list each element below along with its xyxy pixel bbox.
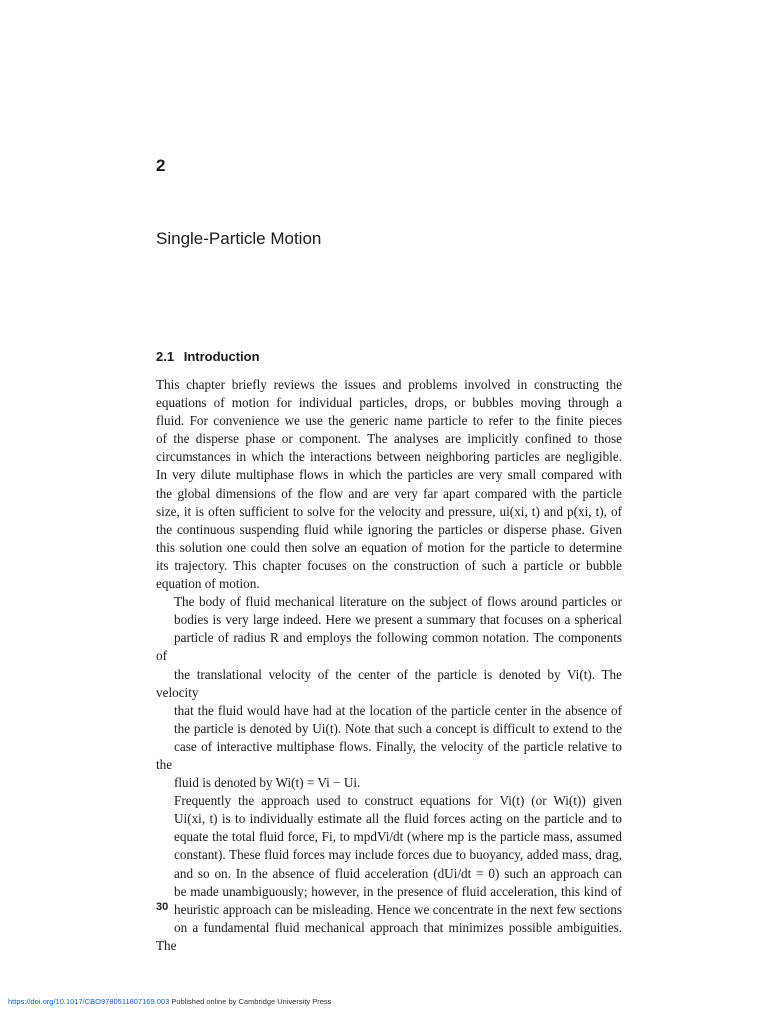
text-line: case of interactive multiphase flows. Finally, the velocity of the particle relative to the xyxy=(156,738,622,772)
text-line: the continuous suspending fluid while ignoring the particles or disperse phase. Given xyxy=(156,521,622,537)
text-line: In very dilute multiphase flows in which the particles are very small compared with xyxy=(156,467,622,483)
text-line: The body of fluid mechanical literature on the subject of flows around particles or xyxy=(174,594,622,610)
section-heading xyxy=(156,349,260,364)
text-line: the particle is denoted by Ui(t). Note that such a concept is difficult to extend to the xyxy=(174,720,622,736)
text-line: be made unambiguously; however, in the presence of fluid acceleration, this kind of xyxy=(174,883,622,899)
text-line: and so on. In the absence of fluid acceleration (dUi/dt = 0) such an approach can xyxy=(174,865,622,881)
text-line: the translational velocity of the center of the particle is denoted by Vi(t). The velocity xyxy=(156,666,622,700)
text-line: This chapter briefly reviews the issues and problems involved in constructing the xyxy=(156,377,622,392)
text-line: its trajectory. This chapter focuses on the construction of such a particle or bubble xyxy=(156,557,622,573)
text-line: on a fundamental fluid mechanical approach that minimizes possible ambiguities. The xyxy=(156,919,622,953)
text-line: Ui(xi, t) is to individually estimate all the fluid forces acting on the particle and to xyxy=(174,811,622,827)
text-line: this solution one could then solve an equation of motion for the particle to determine xyxy=(156,539,622,555)
text-line: constant). These fluid forces may include forces due to buoyancy, added mass, drag, xyxy=(174,847,622,863)
text-line: fluid is denoted by Wi(t) = Vi − Ui. xyxy=(174,775,361,791)
text-line: equate the total fluid force, Fi, to mpdVi/dt (where mp is the particle mass, assumed xyxy=(174,829,622,845)
text-line: equation of motion. xyxy=(156,576,260,592)
text-line: that the fluid would have had at the location of the particle center in the absence of xyxy=(174,702,622,718)
section-title: Introduction xyxy=(183,349,260,364)
text-line: bodies is very large indeed. Here we present a summary that focuses on a spherical xyxy=(174,612,622,628)
page-number: 30 xyxy=(156,901,169,913)
text-line: equations of motion for individual particles, drops, or bubbles moving through a xyxy=(156,395,622,411)
body-text xyxy=(156,376,622,955)
paragraph-2 xyxy=(156,593,622,792)
text-line: the global dimensions of the flow and are very far apart compared with the particle xyxy=(156,485,622,501)
publisher-note: Published online by Cambridge University Press xyxy=(171,997,332,1006)
text-line: circumstances in which the interactions between neighboring particles are negligible. xyxy=(156,449,622,465)
chapter-number: 2 xyxy=(156,156,166,175)
text-line: heuristic approach can be misleading. Hence we concentrate in the next few sections xyxy=(174,901,622,917)
section-number: 2.1 xyxy=(156,349,175,364)
text-line: particle of radius R and employs the following common notation. The components of xyxy=(156,630,622,664)
text-line: size, it is often sufficient to solve for the velocity and pressure, ui(xi, t) and p(xi, t), of xyxy=(156,503,622,519)
text-line: of the disperse phase or component. The analyses are implicitly confined to those xyxy=(156,431,622,447)
paragraph-1 xyxy=(156,376,622,593)
chapter-title: Single-Particle Motion xyxy=(156,229,322,248)
text-line: Frequently the approach used to construct equations for Vi(t) (or Wi(t)) given xyxy=(174,793,622,809)
doi-link[interactable]: https://doi.org/10.1017/CBO9780511807169.003 xyxy=(8,997,170,1006)
footer xyxy=(8,997,331,1006)
paragraph-3 xyxy=(156,792,622,955)
text-line: fluid. For convenience we use the generic name particle to refer to the finite pieces xyxy=(156,413,622,429)
